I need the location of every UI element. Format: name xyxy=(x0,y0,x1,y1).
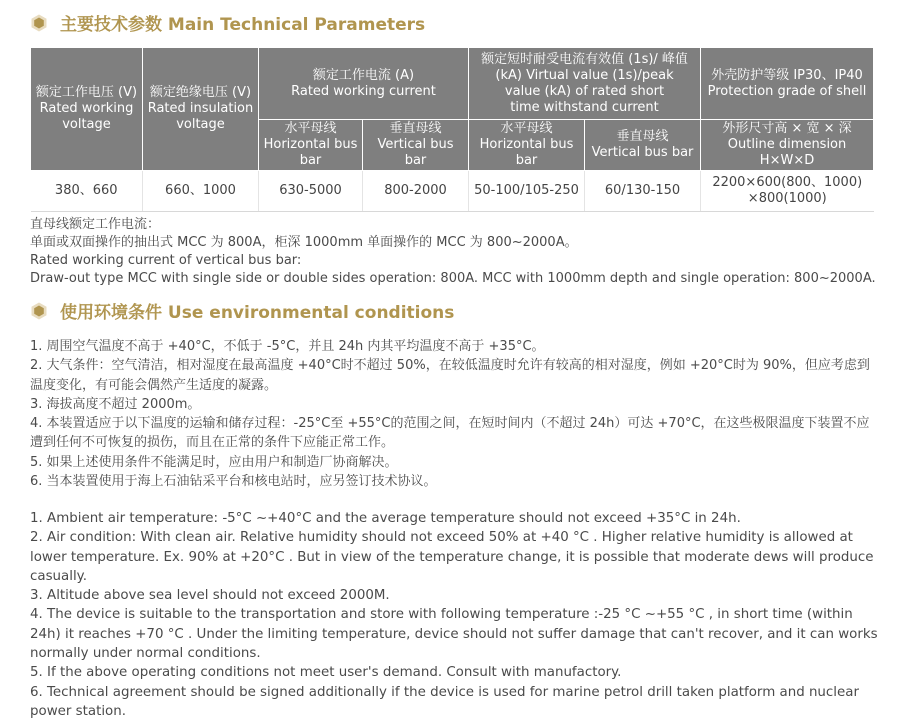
condition-item: 4. The device is suitable to the transportation and store with following temperature :-25 °C ~+55 °C , in short time (within 24h) it reaches +70 °C . Under the limiting temperature, device should not suffer damage that can't recover, and it can works normally under normal conditions. xyxy=(30,607,878,662)
header-rated-current: 额定工作电流 (A) Rated working current xyxy=(259,48,469,120)
environment-conditions-heading xyxy=(30,298,454,323)
hexagon-icon xyxy=(30,302,48,320)
header-vertical-short: 垂直母线 Vertical bus bar xyxy=(585,120,701,171)
note-line: 直母线额定工作电流： xyxy=(30,217,161,232)
condition-item: 4. 本装置适应于以下温度的运输和储存过程：-25°C至 +55°C的范围之间，在短时间内（不超过 24h）可达 +70°C，在这些极限温度下装置不应遭到任何不可恢复的损伤，而且在正常的条件下应能正常工作。 xyxy=(30,416,870,451)
header-insulation-voltage: 额定绝缘电压 (V) Rated insulation voltage xyxy=(143,48,259,171)
header-protection-grade: 外壳防护等级 IP30、IP40 Protection grade of shell xyxy=(701,48,874,120)
note-line: Draw-out type MCC with single side or double sides operation: 800A. MCC with 1000mm depth and single operation: 800~2000A. xyxy=(30,271,876,286)
cell-rated-voltage: 380、660 xyxy=(31,171,143,212)
condition-item: 5. If the above operating conditions not meet user's demand. Consult with manufactory. xyxy=(30,665,622,681)
cell-vertical-short: 60/130-150 xyxy=(585,171,701,212)
cell-horizontal-short: 50-100/105-250 xyxy=(469,171,585,212)
condition-item: 5. 如果上述使用条件不能满足时，应由用户和制造厂协商解决。 xyxy=(30,454,398,470)
condition-item: 6. Technical agreement should be signed additionally if the device is used for marine petrol drill taken platform and nuclear power station. xyxy=(30,684,859,719)
cell-outline-dimension: 2200×600(800、1000) ×800(1000) xyxy=(701,171,874,212)
cell-insulation-voltage: 660、1000 xyxy=(143,171,259,212)
note-line: Rated working current of vertical bus bar: xyxy=(30,253,302,268)
environment-conditions-title: 使用环境条件 Use environmental conditions xyxy=(60,303,455,323)
condition-item: 3. Altitude above sea level should not exceed 2000M. xyxy=(30,588,390,604)
vertical-bus-note xyxy=(30,216,890,288)
header-short-time-current: 额定短时耐受电流有效值 (1s)/ 峰值 (kA) Virtual value (1s)/peak value (kA) of rated short time withstand current xyxy=(469,48,701,120)
header-vertical-current: 垂直母线 Vertical bus bar xyxy=(363,120,469,171)
table-row xyxy=(31,171,874,212)
conditions-english xyxy=(30,509,880,721)
cell-vertical-current: 800-2000 xyxy=(363,171,469,212)
technical-parameters-title: 主要技术参数 Main Technical Parameters xyxy=(60,15,426,35)
header-rated-voltage: 额定工作电压 (V) Rated working voltage xyxy=(31,48,143,171)
conditions-chinese xyxy=(30,337,880,491)
note-line: 单面或双面操作的抽出式 MCC 为 800A，柜深 1000mm 单面操作的 MCC 为 800~2000A。 xyxy=(30,235,578,250)
header-horizontal-current: 水平母线 Horizontal bus bar xyxy=(259,120,363,171)
header-horizontal-short: 水平母线 Horizontal bus bar xyxy=(469,120,585,171)
condition-item: 3. 海拔高度不超过 2000m。 xyxy=(30,396,201,412)
condition-item: 1. 周围空气温度不高于 +40°C，不低于 -5°C，并且 24h 内其平均温度不高于 +35°C。 xyxy=(30,339,545,354)
hexagon-icon xyxy=(30,14,48,32)
technical-parameters-table xyxy=(30,47,874,212)
cell-horizontal-current: 630-5000 xyxy=(259,171,363,212)
condition-item: 1. Ambient air temperature: -5°C ~+40°C and the average temperature should not exceed +35°C in 24h. xyxy=(30,511,741,526)
technical-parameters-heading xyxy=(30,10,425,35)
condition-item: 2. Air condition: With clean air. Relative humidity should not exceed 50% at +40 °C . Higher relative humidity is allowed at lower temperature. Ex. 90% at +20°C . But in view of the temperature change, it is possible that moderate dews will produce casually. xyxy=(30,530,874,584)
condition-item: 6. 当本装置使用于海上石油钻采平台和核电站时，应另签订技术协议。 xyxy=(30,474,437,490)
condition-item: 2. 大气条件：空气清洁，相对湿度在最高温度 +40°C时不超过 50%，在较低温度时允许有较高的相对湿度，例如 +20°C时为 90%，但应考虑到温度变化，有可能会偶然产生适度的凝露。 xyxy=(30,358,870,393)
header-outline-dimension: 外形尺寸高 × 宽 × 深 Outline dimension H×W×D xyxy=(701,120,874,171)
